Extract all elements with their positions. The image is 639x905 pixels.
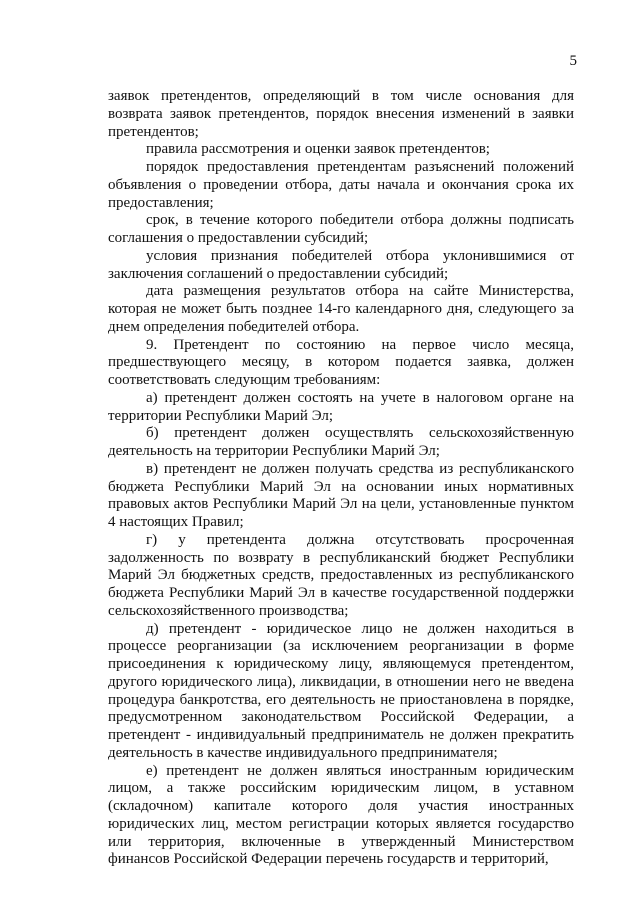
paragraph-results-publication: дата размещения результатов отбора на сайте Министерства, которая не может быть позднее 14-го календарного дня, следующего за днем определения победителей отбора. (108, 283, 574, 335)
paragraph-requirement-b: б) претендент должен осуществлять сельскохозяйственную деятельность на территории Республики Марий Эл; (108, 425, 574, 459)
paragraph-requirement-a: а) претендент должен состоять на учете в налоговом органе на территории Республики Марий Эл; (108, 389, 574, 424)
document-body (108, 88, 574, 869)
paragraph-requirement-v: в) претендент не должен получать средства из республиканского бюджета Республики Марий Эл на основании иных нормативных правовых актов Республики Марий Эл на цели, установленные пунктом 4 настоящих Правил; (108, 460, 574, 530)
page-number: 5 (569, 53, 577, 69)
paragraph-signing-deadline: срок, в течение которого победители отбора должны подписать соглашения о предоставлении субсидий; (108, 212, 574, 246)
paragraph-review-rules: правила рассмотрения и оценки заявок претендентов; (146, 141, 490, 158)
paragraph-requirement-e: е) претендент не должен являться иностранным юридическим лицом, а также российским юридическим лицом, в уставном (складочном) капитале которого доля участия иностранных юридических лиц, местом регистрации которых является государство или территория, включенные в утвержденный Министерством финансов Российской Федерации перечень государств и территорий, (108, 762, 574, 868)
paragraph-item-9: 9. Претендент по состоянию на первое число месяца, предшествующего месяцу, в котором подается заявка, должен соответствовать следующим требованиям: (108, 336, 574, 388)
paragraph-evasion-conditions: условия признания победителей отбора уклонившимися от заключения соглашений о предоставлении субсидий; (108, 247, 574, 282)
paragraph-continuation: заявок претендентов, определяющий в том числе основания для возврата заявок претендентов, порядок внесения изменений в заявки претендентов; (108, 88, 574, 140)
paragraph-requirement-g: г) у претендента должна отсутствовать просроченная задолженность по возврату в республиканский бюджет Республики Марий Эл бюджетных средств, предоставленных из республиканского бюджета Республики Марий Эл в качестве государственной поддержки сельскохозяйственного производства; (108, 531, 574, 619)
paragraph-requirement-d: д) претендент - юридическое лицо не должен находиться в процессе реорганизации (за исключением реорганизации в форме присоединения к юридическому лицу, являющемуся претендентом, другого юридического лица), ликвидации, в отношении него не введена процедура банкротства, его деятельность не приостановлена в порядке, предусмотренном законодательством Российской Федерации, а претендент - индивидуальный предприниматель не должен прекратить деятельность в качестве индивидуального предпринимателя; (108, 620, 574, 761)
paragraph-clarification-procedure: порядок предоставления претендентам разъяснений положений объявления о проведении отбора, даты начала и окончания срока их предоставления; (108, 159, 574, 211)
